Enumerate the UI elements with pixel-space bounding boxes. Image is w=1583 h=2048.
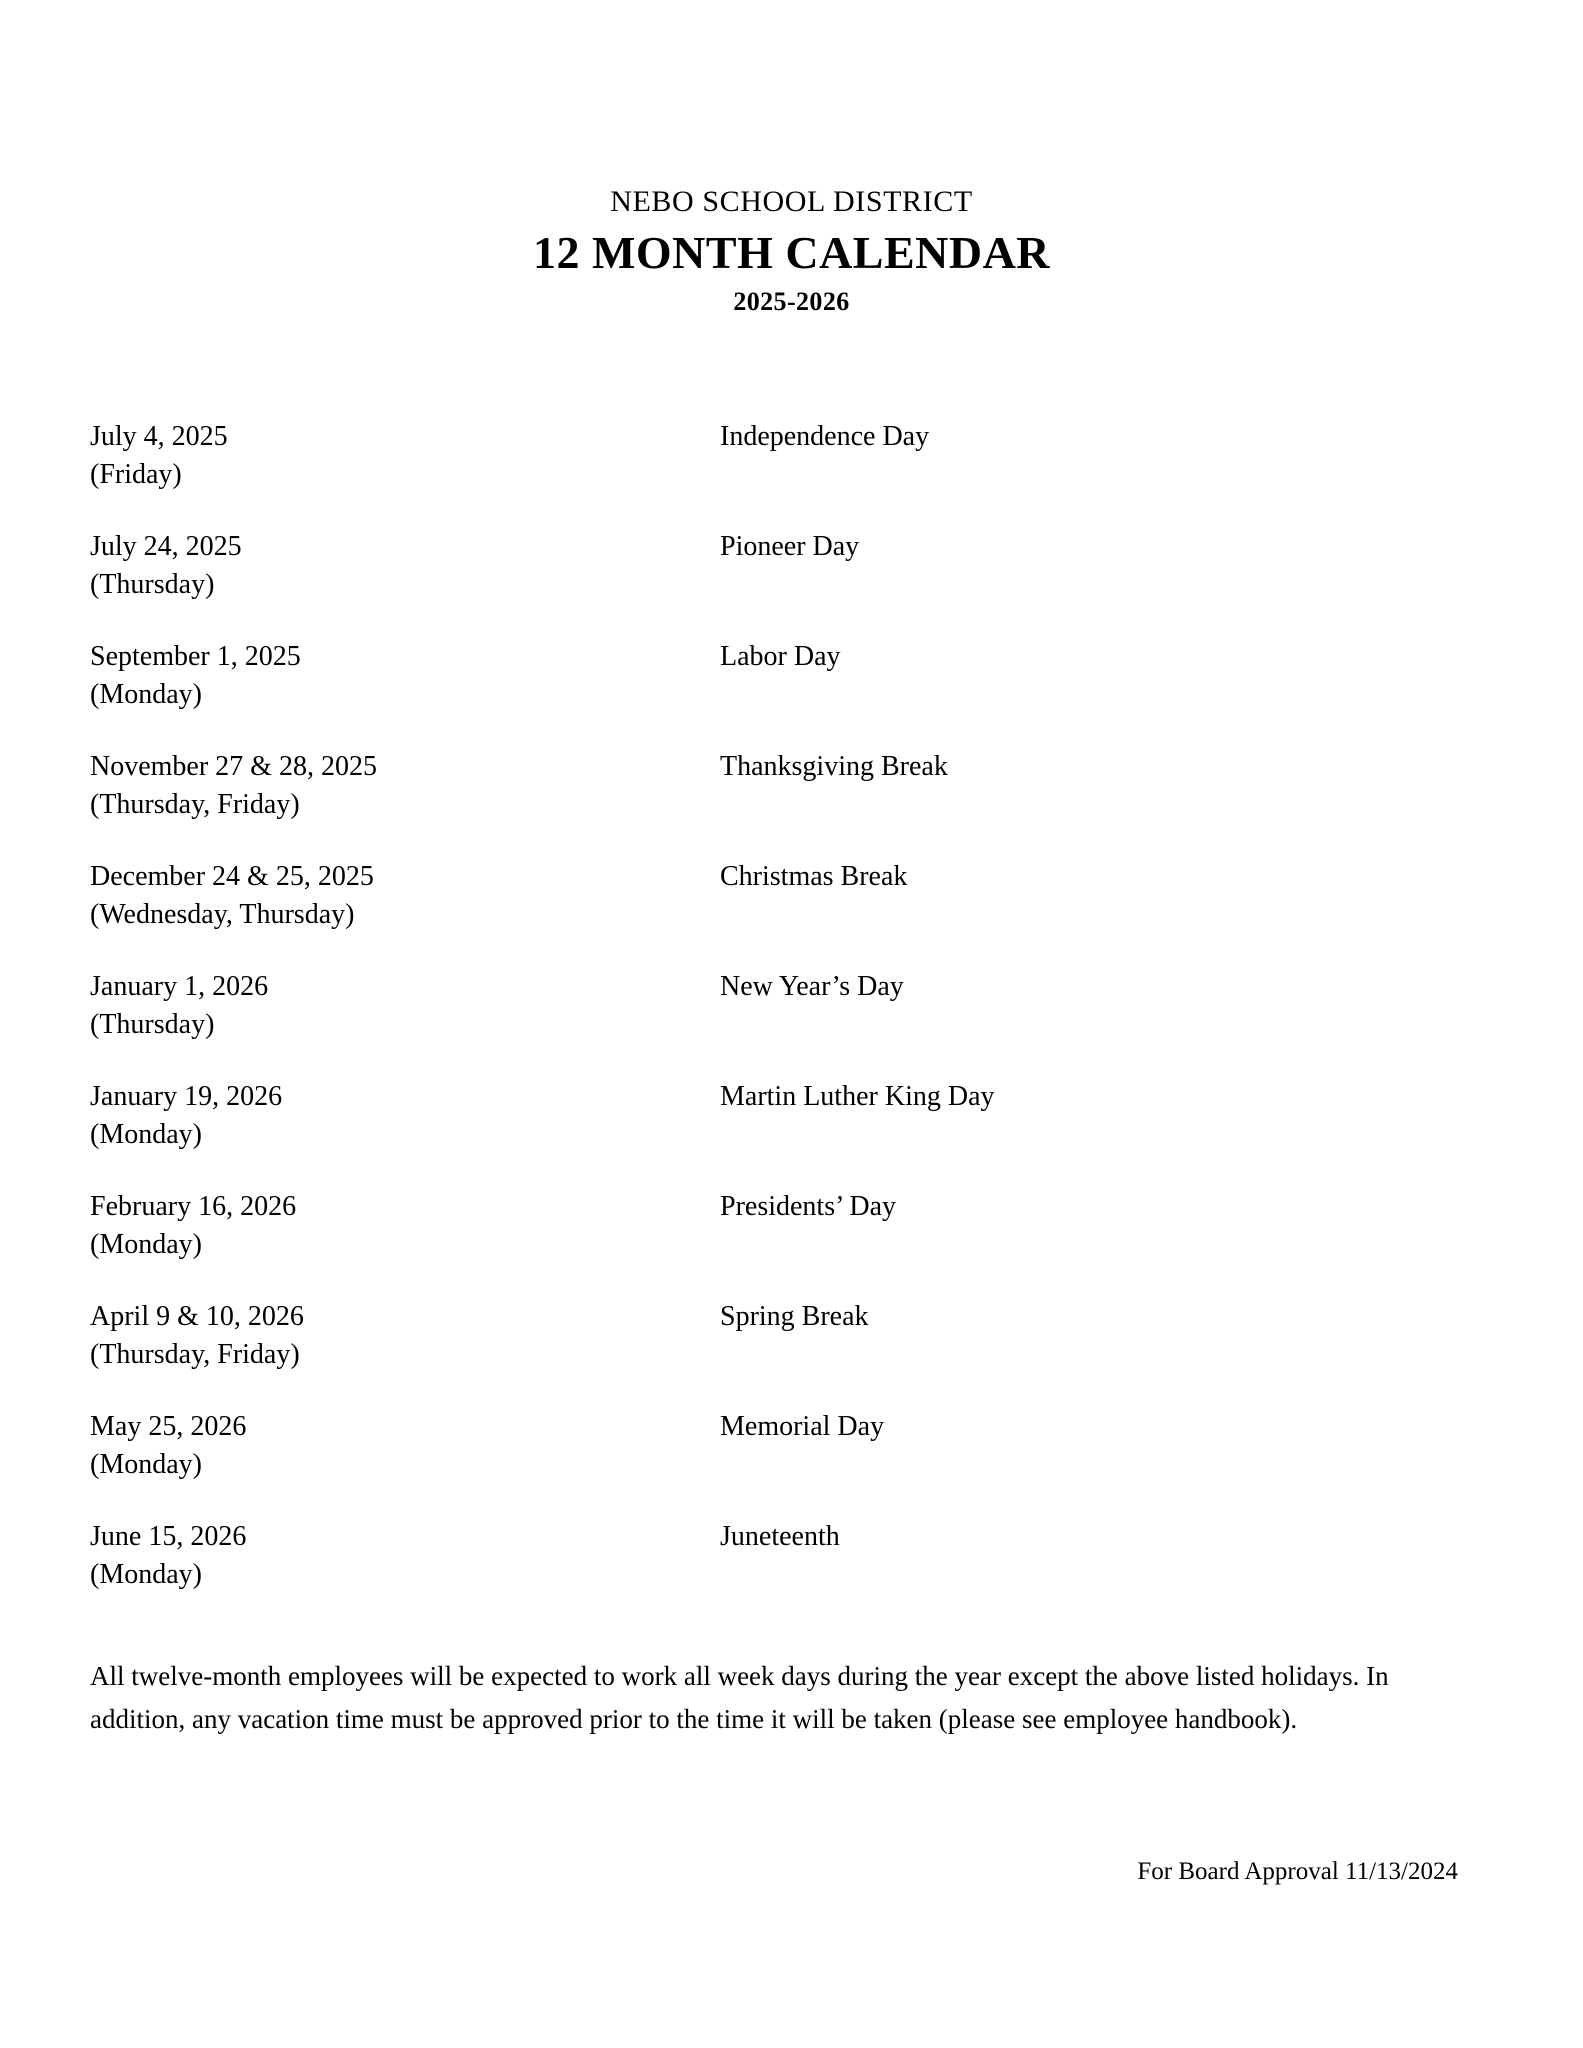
- holiday-row: [90, 1518, 1460, 1628]
- holiday-weekday: (Monday): [90, 1559, 202, 1590]
- holiday-name: Labor Day: [720, 641, 841, 672]
- holiday-row: [90, 528, 1460, 638]
- holiday-weekday: (Monday): [90, 679, 202, 710]
- policy-note: All twelve-month employees will be expected to work all week days during the year except the above listed holidays. In addition, any vacation time must be approved prior to the time it will be taken (please see employee handbook).: [90, 1661, 1389, 1734]
- holiday-date-block: [90, 748, 710, 824]
- holiday-date: July 24, 2025: [90, 531, 242, 562]
- holiday-weekday: (Thursday): [90, 569, 215, 600]
- holiday-date-block: [90, 968, 710, 1044]
- holiday-weekday: (Friday): [90, 459, 182, 490]
- holiday-weekday: (Monday): [90, 1449, 202, 1480]
- page-title: 12 MONTH CALENDAR: [532, 226, 1051, 278]
- holiday-date: July 4, 2025: [90, 421, 228, 452]
- holiday-name: Juneteenth: [720, 1521, 840, 1552]
- board-approval-footer: For Board Approval 11/13/2024: [1137, 1858, 1458, 1885]
- holiday-date-block: [90, 1078, 710, 1154]
- holiday-weekday: (Thursday, Friday): [90, 1339, 300, 1370]
- holiday-name: Memorial Day: [720, 1411, 885, 1442]
- holiday-row: [90, 1298, 1460, 1408]
- holiday-date-block: [90, 638, 710, 714]
- district-name: NEBO SCHOOL DISTRICT: [610, 185, 973, 218]
- holiday-date: January 1, 2026: [90, 971, 269, 1002]
- holiday-date-block: [90, 858, 710, 934]
- document-header: [0, 185, 1583, 317]
- holiday-row: [90, 1188, 1460, 1298]
- holiday-name: Spring Break: [720, 1301, 869, 1332]
- holiday-date-block: [90, 1518, 710, 1594]
- holiday-name: Independence Day: [720, 421, 930, 452]
- holiday-date: January 19, 2026: [90, 1081, 283, 1112]
- holiday-row: [90, 748, 1460, 858]
- holiday-date-block: [90, 418, 710, 494]
- holiday-date: June 15, 2026: [90, 1521, 247, 1552]
- holiday-row: [90, 968, 1460, 1078]
- holiday-row: [90, 1078, 1460, 1188]
- holiday-name: New Year’s Day: [720, 971, 904, 1002]
- holiday-date: September 1, 2025: [90, 641, 301, 672]
- holiday-weekday: (Thursday): [90, 1009, 215, 1040]
- holiday-row: [90, 418, 1460, 528]
- holiday-name: Thanksgiving Break: [720, 751, 948, 782]
- holiday-row: [90, 638, 1460, 748]
- holiday-row: [90, 1408, 1460, 1518]
- holiday-name: Martin Luther King Day: [720, 1081, 995, 1112]
- holiday-weekday: (Thursday, Friday): [90, 789, 300, 820]
- holiday-date: December 24 & 25, 2025: [90, 861, 374, 892]
- holiday-weekday: (Wednesday, Thursday): [90, 899, 355, 930]
- holiday-weekday: (Monday): [90, 1119, 202, 1150]
- holiday-date-block: [90, 1188, 710, 1264]
- holiday-date-block: [90, 1298, 710, 1374]
- school-year-subtitle: 2025-2026: [733, 286, 850, 316]
- holiday-date-block: [90, 1408, 710, 1484]
- holiday-row: [90, 858, 1460, 968]
- holiday-name: Pioneer Day: [720, 531, 860, 562]
- holiday-date: April 9 & 10, 2026: [90, 1301, 304, 1332]
- holiday-weekday: (Monday): [90, 1229, 202, 1260]
- holiday-date: February 16, 2026: [90, 1191, 297, 1222]
- holiday-name: Christmas Break: [720, 861, 908, 892]
- holiday-list: [90, 418, 1460, 1628]
- holiday-date: November 27 & 28, 2025: [90, 751, 377, 782]
- holiday-date-block: [90, 528, 710, 604]
- holiday-date: May 25, 2026: [90, 1411, 247, 1442]
- holiday-name: Presidents’ Day: [720, 1191, 896, 1222]
